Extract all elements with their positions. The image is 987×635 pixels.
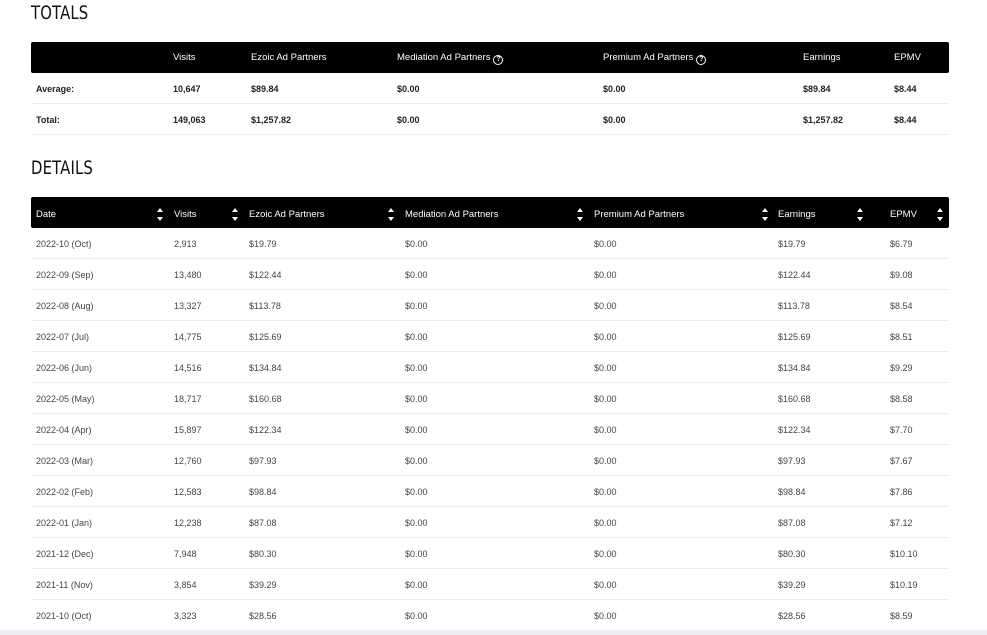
cell-visits: 3,323 [174, 611, 197, 621]
cell-mediation-ad-partners: $0.00 [405, 270, 428, 280]
cell-visits: 13,480 [174, 270, 202, 280]
cell-mediation-ad-partners: $0.00 [405, 301, 428, 311]
cell-epmv: $7.70 [890, 425, 913, 435]
column-header-epmv [894, 52, 921, 63]
column-header-premium-ad-partners[interactable] [594, 209, 684, 220]
table-row [31, 507, 949, 538]
cell-date: 2022-10 (Oct) [36, 239, 92, 249]
cell-visits: 12,760 [174, 456, 202, 466]
cell-epmv: $7.86 [890, 487, 913, 497]
cell-ezoic-ad-partners: $113.78 [249, 301, 281, 311]
cell-epmv: $8.54 [890, 301, 913, 311]
sort-arrows-icon[interactable] [157, 208, 163, 221]
sort-arrows-icon[interactable] [762, 208, 768, 221]
cell-visits: 3,854 [174, 580, 197, 590]
table-row [31, 569, 949, 600]
table-row [31, 104, 949, 135]
cell-earnings: $125.69 [778, 332, 811, 342]
cell-premium-ad-partners: $0.00 [603, 84, 626, 94]
cell-date: 2022-07 (Jul) [36, 332, 90, 342]
column-header-label: Earnings [803, 52, 841, 63]
cell-premium-ad-partners: $0.00 [594, 394, 617, 404]
cell-ezoic-ad-partners: $97.93 [249, 456, 277, 466]
cell-earnings: $160.68 [778, 394, 811, 404]
column-header-epmv[interactable] [890, 209, 917, 220]
cell-epmv: $7.67 [890, 456, 913, 466]
column-header-visits[interactable] [174, 209, 197, 220]
cell-visits: 13,327 [174, 301, 202, 311]
column-header-mediation-ad-partners[interactable] [405, 209, 498, 220]
cell-visits: 7,948 [174, 549, 197, 559]
column-header-ezoic-ad-partners [251, 52, 327, 63]
table-row [31, 414, 949, 445]
cell-date: 2022-04 (Apr) [36, 425, 92, 435]
cell-premium-ad-partners: $0.00 [594, 270, 617, 280]
cell-ezoic-ad-partners: $134.84 [249, 363, 282, 373]
cell-mediation-ad-partners: $0.00 [405, 239, 428, 249]
cell-earnings: $113.78 [778, 301, 810, 311]
cell-earnings: $1,257.82 [803, 115, 844, 125]
column-header-label: Visits [173, 52, 196, 63]
table-row [31, 259, 949, 290]
column-header-label: Ezoic Ad Partners [249, 209, 325, 220]
cell-premium-ad-partners: $0.00 [594, 239, 617, 249]
cell-premium-ad-partners: $0.00 [603, 115, 626, 125]
column-header-ezoic-ad-partners[interactable] [249, 209, 325, 220]
cell-visits: 18,717 [174, 394, 202, 404]
sort-arrows-icon[interactable] [388, 208, 394, 221]
column-header-label: Mediation Ad Partners [405, 209, 499, 220]
cell-date: 2021-12 (Dec) [36, 549, 94, 559]
help-icon[interactable]: ? [493, 55, 503, 65]
cell-ezoic-ad-partners: $80.30 [249, 549, 277, 559]
table-row [31, 321, 949, 352]
details-table [31, 197, 949, 631]
cell-ezoic-ad-partners: $122.34 [249, 425, 282, 435]
cell-mediation-ad-partners: $0.00 [405, 549, 428, 559]
cell-visits: 14,516 [174, 363, 202, 373]
table-row [31, 290, 949, 321]
column-header-label: Mediation Ad Partners [397, 52, 491, 63]
cell-epmv: $9.29 [890, 363, 913, 373]
cell-ezoic-ad-partners: $122.44 [249, 270, 282, 280]
cell-visits: 10,647 [173, 84, 201, 94]
cell-premium-ad-partners: $0.00 [594, 549, 617, 559]
cell-date: 2022-02 (Feb) [36, 487, 94, 497]
column-header-label: Premium Ad Partners [594, 209, 685, 220]
cell-ezoic-ad-partners: $39.29 [249, 580, 277, 590]
cell-earnings: $89.84 [803, 84, 831, 94]
cell-ezoic-ad-partners: $1,257.82 [251, 115, 292, 125]
cell-visits: 15,897 [174, 425, 202, 435]
help-icon[interactable]: ? [696, 55, 706, 65]
cell-earnings: $122.34 [778, 425, 811, 435]
column-header-label: EPMV [894, 52, 921, 63]
column-header-label: Ezoic Ad Partners [251, 52, 327, 63]
column-header-earnings[interactable] [778, 209, 816, 220]
cell-epmv: $10.19 [890, 580, 918, 590]
cell-epmv: $9.08 [890, 270, 913, 280]
sort-arrows-icon[interactable] [232, 208, 238, 221]
cell-earnings: $28.56 [778, 611, 806, 621]
table-row [31, 383, 949, 414]
cell-mediation-ad-partners: $0.00 [405, 611, 428, 621]
table-row [31, 73, 949, 104]
cell-date: 2022-06 (Jun) [36, 363, 93, 373]
cell-date: 2022-01 (Jan) [36, 518, 93, 528]
details-title: DETAILS [31, 157, 93, 179]
cell-mediation-ad-partners: $0.00 [405, 580, 428, 590]
cell-visits: 12,238 [174, 518, 202, 528]
cell-date: 2021-11 (Nov) [36, 580, 93, 590]
column-header-premium-ad-partners [603, 52, 706, 65]
table-row [31, 228, 949, 259]
cell-epmv: $8.51 [890, 332, 913, 342]
cell-epmv: $10.10 [890, 549, 918, 559]
cell-earnings: $98.84 [778, 487, 806, 497]
totals-table [31, 42, 949, 135]
column-header-label: EPMV [890, 209, 917, 220]
cell-epmv: $8.59 [890, 611, 913, 621]
cell-premium-ad-partners: $0.00 [594, 332, 617, 342]
cell-ezoic-ad-partners: $160.68 [249, 394, 282, 404]
cell-premium-ad-partners: $0.00 [594, 425, 617, 435]
table-row [31, 538, 949, 569]
cell-label: Total: [36, 115, 60, 125]
cell-earnings: $122.44 [778, 270, 811, 280]
column-header-date[interactable] [36, 209, 56, 220]
cell-mediation-ad-partners: $0.00 [405, 487, 428, 497]
cell-premium-ad-partners: $0.00 [594, 456, 617, 466]
cell-ezoic-ad-partners: $28.56 [249, 611, 277, 621]
cell-visits: 14,775 [174, 332, 202, 342]
cell-date: 2022-09 (Sep) [36, 270, 94, 280]
cell-mediation-ad-partners: $0.00 [397, 84, 420, 94]
cell-earnings: $134.84 [778, 363, 811, 373]
sort-arrows-icon[interactable] [577, 208, 583, 221]
table-row [31, 600, 949, 631]
cell-premium-ad-partners: $0.00 [594, 301, 617, 311]
cell-earnings: $87.08 [778, 518, 806, 528]
table-row [31, 445, 949, 476]
totals-header-row [31, 42, 949, 73]
column-header-earnings [803, 52, 841, 63]
cell-earnings: $39.29 [778, 580, 806, 590]
bottom-edge [0, 630, 987, 635]
cell-mediation-ad-partners: $0.00 [405, 456, 428, 466]
totals-title: TOTALS [31, 2, 89, 24]
cell-date: 2021-10 (Oct) [36, 611, 92, 621]
column-header-label: Date [36, 209, 57, 220]
cell-epmv: $8.44 [894, 84, 917, 94]
cell-mediation-ad-partners: $0.00 [405, 518, 428, 528]
column-header-mediation-ad-partners [397, 52, 503, 65]
cell-ezoic-ad-partners: $19.79 [249, 239, 277, 249]
column-header-label: Visits [174, 209, 197, 220]
cell-premium-ad-partners: $0.00 [594, 580, 617, 590]
cell-mediation-ad-partners: $0.00 [405, 394, 428, 404]
cell-ezoic-ad-partners: $87.08 [249, 518, 277, 528]
cell-earnings: $19.79 [778, 239, 806, 249]
cell-ezoic-ad-partners: $98.84 [249, 487, 277, 497]
column-header-label: Earnings [778, 209, 816, 220]
cell-premium-ad-partners: $0.00 [594, 487, 617, 497]
cell-premium-ad-partners: $0.00 [594, 363, 617, 373]
details-header-row [31, 197, 949, 228]
cell-epmv: $6.79 [890, 239, 913, 249]
cell-visits: 149,063 [173, 115, 206, 125]
column-header-label: Premium Ad Partners [603, 52, 694, 63]
column-header-visits [173, 52, 196, 63]
cell-ezoic-ad-partners: $89.84 [251, 84, 279, 94]
cell-mediation-ad-partners: $0.00 [405, 363, 428, 373]
cell-epmv: $8.58 [890, 394, 913, 404]
cell-date: 2022-08 (Aug) [36, 301, 94, 311]
cell-ezoic-ad-partners: $125.69 [249, 332, 282, 342]
cell-mediation-ad-partners: $0.00 [405, 425, 428, 435]
cell-label: Average: [36, 84, 75, 94]
cell-mediation-ad-partners: $0.00 [397, 115, 420, 125]
cell-date: 2022-03 (Mar) [36, 456, 94, 466]
sort-arrows-icon[interactable] [937, 208, 943, 221]
cell-premium-ad-partners: $0.00 [594, 611, 617, 621]
cell-earnings: $80.30 [778, 549, 806, 559]
table-row [31, 476, 949, 507]
sort-arrows-icon[interactable] [857, 208, 863, 221]
cell-premium-ad-partners: $0.00 [594, 518, 617, 528]
cell-date: 2022-05 (May) [36, 394, 95, 404]
cell-epmv: $7.12 [890, 518, 913, 528]
table-row [31, 352, 949, 383]
cell-epmv: $8.44 [894, 115, 917, 125]
cell-mediation-ad-partners: $0.00 [405, 332, 428, 342]
cell-earnings: $97.93 [778, 456, 806, 466]
cell-visits: 12,583 [174, 487, 202, 497]
cell-visits: 2,913 [174, 239, 197, 249]
